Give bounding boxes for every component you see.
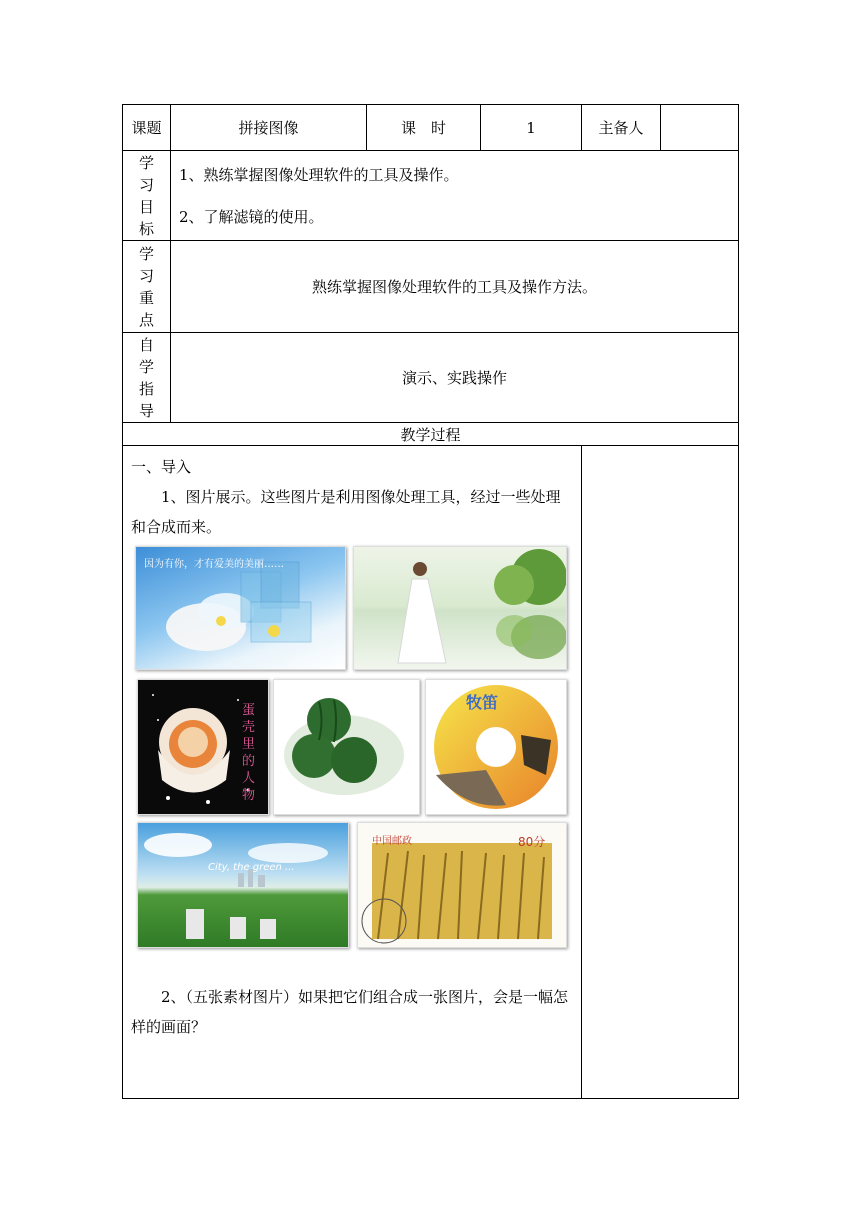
goals-row <box>123 151 739 241</box>
image-caption-7-right: 80分 <box>518 835 546 849</box>
paragraph-1: 1、图片展示。这些图片是利用图像处理工具，经过一些处理和合成而来。 <box>131 488 561 536</box>
image-cd-flute <box>425 679 567 815</box>
self-study-row <box>123 333 739 423</box>
image-watermelons <box>273 679 420 815</box>
topic-label: 课题 <box>123 105 171 151</box>
image-wheat-stamp <box>357 822 567 948</box>
goal-item-2: 2、了解滤镜的使用。 <box>179 207 324 226</box>
image-city-green <box>137 822 349 948</box>
process-body <box>123 446 581 1042</box>
key-points-label: 学习重点 <box>123 241 171 333</box>
process-title: 教学过程 <box>123 423 739 446</box>
period-value: 1 <box>481 105 582 151</box>
self-study-text: 演示、实践操作 <box>171 333 739 423</box>
process-content <box>123 446 582 1099</box>
image-caption-5: 牧笛 <box>466 693 499 712</box>
lesson-plan-table <box>122 104 739 1099</box>
process-notes-column <box>582 446 739 1099</box>
paragraph-2: 2、（五张素材图片）如果把它们组合成一张图片，会是一幅怎样的画面？ <box>131 988 569 1036</box>
self-study-label: 自学指导 <box>123 333 171 423</box>
preparer-value <box>661 105 739 151</box>
preparer-label: 主备人 <box>582 105 661 151</box>
process-row <box>123 446 739 1099</box>
image-glass-flower <box>135 546 346 670</box>
key-points-row <box>123 241 739 333</box>
image-caption-1: 因为有你，才有爱美的美丽…… <box>144 559 284 570</box>
header-row <box>123 105 739 151</box>
section-heading: 一、导入 <box>131 458 192 476</box>
image-caption-7-left: 中国邮政 <box>372 836 412 847</box>
image-gallery <box>131 542 581 962</box>
goals-content <box>171 151 739 241</box>
key-points-text: 熟练掌握图像处理软件的工具及操作方法。 <box>171 241 739 333</box>
goal-item-1: 1、熟练掌握图像处理软件的工具及操作。 <box>179 165 459 184</box>
topic-value: 拼接图像 <box>171 105 367 151</box>
goals-label: 学习目标 <box>123 151 171 241</box>
process-title-row <box>123 423 739 446</box>
image-caption-3: 蛋壳里的人物 <box>242 703 256 803</box>
image-eggshell <box>137 679 269 815</box>
image-bride-lake <box>353 546 567 670</box>
period-label: 课 时 <box>367 105 481 151</box>
image-caption-6: City, the green ... <box>208 862 295 873</box>
